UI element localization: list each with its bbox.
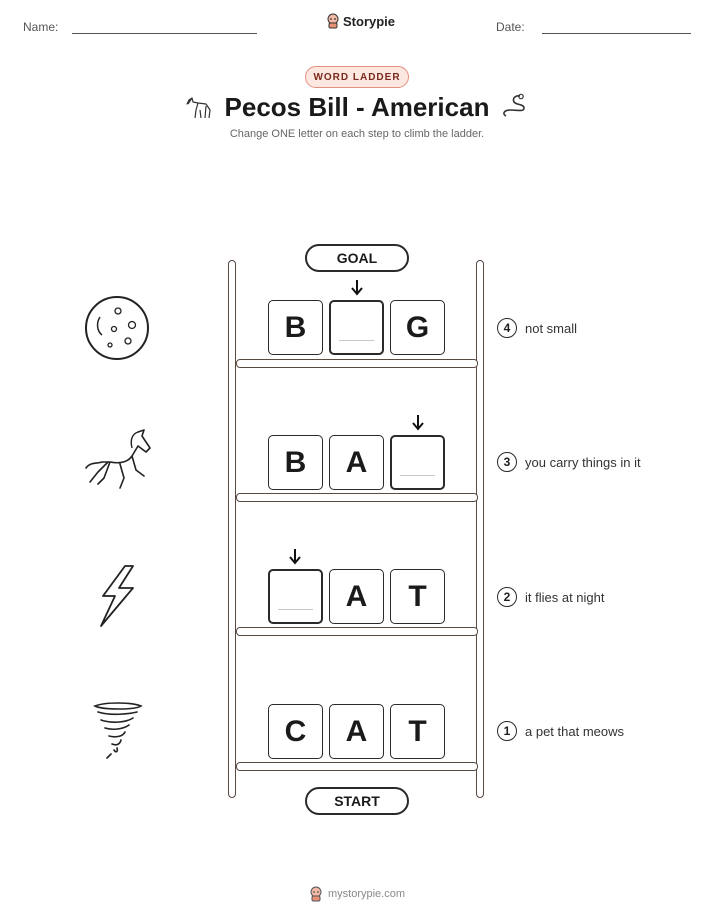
letter-tile: T [390,569,445,624]
arrow-down-icon [350,280,364,296]
category-badge: WORD LADDER [305,66,409,88]
brand-name: Storypie [343,13,396,29]
letter-tile: A [329,435,384,490]
date-field[interactable] [542,33,691,34]
ladder-right-rail [476,260,484,798]
brand-logo [326,13,395,29]
step-number: 3 [497,452,517,472]
clue-text: it flies at night [525,589,605,605]
letter-tile: B [268,300,323,355]
letter-tile: G [390,300,445,355]
letter-tile: A [329,704,384,759]
step-number: 1 [497,721,517,741]
letter-tile: C [268,704,323,759]
page-title: Pecos Bill - American [224,92,490,122]
name-field[interactable] [72,33,257,34]
clue-item [497,587,605,607]
arrow-down-icon [411,415,425,431]
storypie-mascot-icon [326,13,340,29]
moon-icon [84,295,150,361]
horse-icon [80,426,156,498]
instructions: Change ONE letter on each step to climb the ladder. [229,128,485,140]
letter-tile: T [390,704,445,759]
letter-tile: B [268,435,323,490]
ladder-left-rail [228,260,236,798]
letter-blank[interactable] [329,300,384,355]
step-number: 4 [497,318,517,338]
clue-item [497,721,624,741]
ladder-rung [236,627,478,636]
name-label: Name: [23,20,59,34]
ladder-rung [236,359,478,368]
clue-text: a pet that meows [525,723,624,739]
tornado-icon [91,700,145,760]
goal-label: GOAL [305,244,409,272]
clue-item [497,318,577,338]
lightning-icon [95,564,139,628]
start-label: START [305,787,409,815]
footer [0,886,714,902]
letter-tile: A [329,569,384,624]
letter-blank[interactable] [390,435,445,490]
storypie-mascot-icon [309,886,323,902]
clue-item [497,452,641,472]
snake-icon [500,92,530,120]
letter-blank[interactable] [268,569,323,624]
ladder-rung [236,762,478,771]
step-number: 2 [497,587,517,607]
date-label: Date: [496,20,525,34]
arrow-down-icon [288,549,302,565]
footer-site: mystorypie.com [327,888,406,900]
ladder-rung [236,493,478,502]
clue-text: not small [525,320,578,336]
clue-text: you carry things in it [525,454,641,470]
